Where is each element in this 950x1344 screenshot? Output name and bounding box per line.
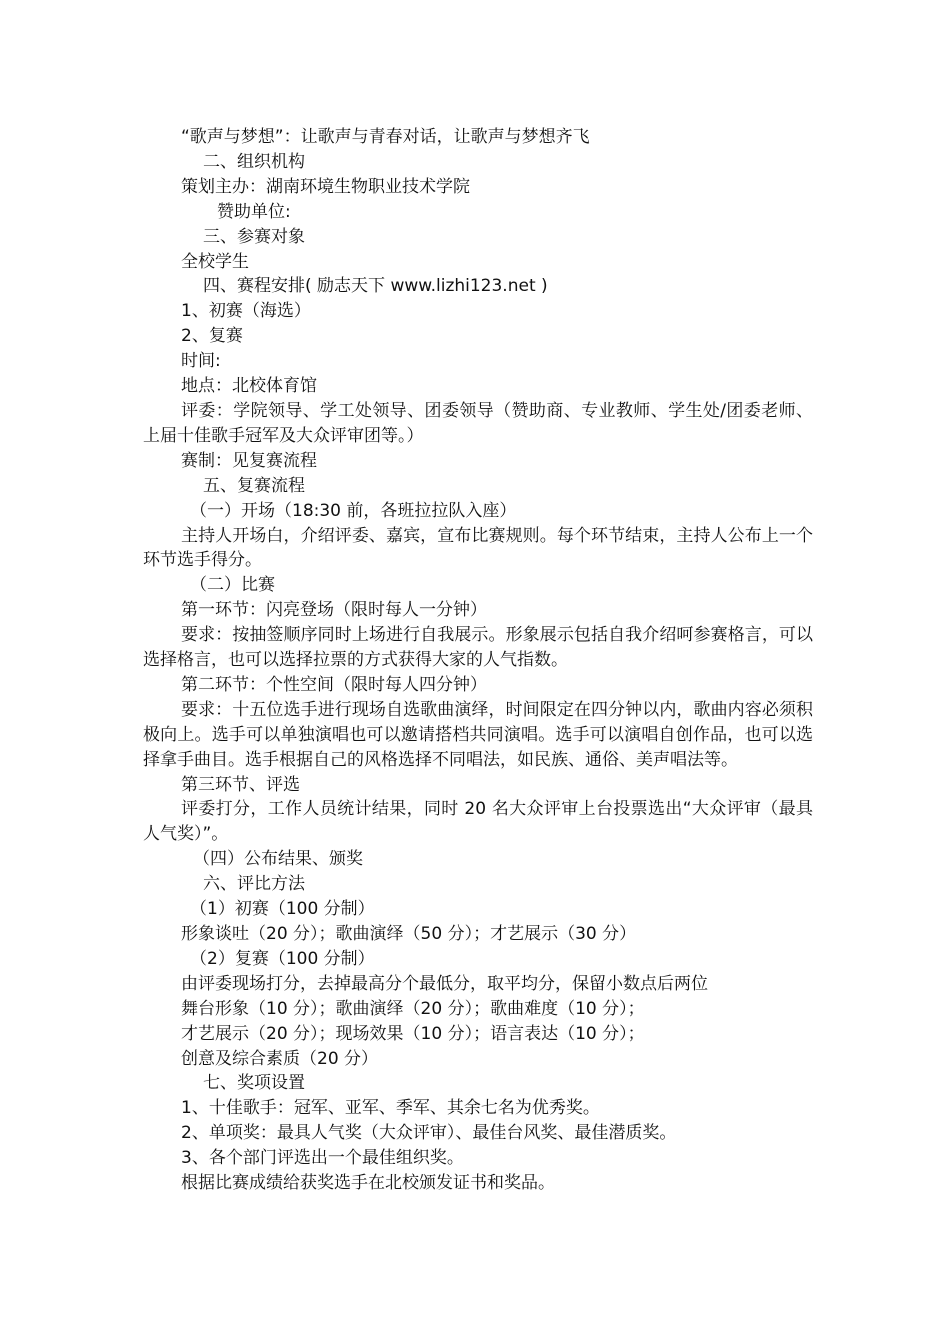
- section-heading-final-process: 五、复赛流程: [203, 475, 305, 496]
- section-heading-organization: 二、组织机构: [203, 151, 305, 172]
- stage1-heading: 第一环节：闪亮登场（限时每人一分钟）: [181, 600, 487, 621]
- section-heading-participants: 三、参赛对象: [203, 226, 305, 247]
- round2-line: 2、复赛: [181, 326, 243, 347]
- section-heading-scoring: 六、评比方法: [203, 874, 305, 895]
- part4-heading: （四）公布结果、颁奖: [193, 849, 363, 870]
- round1-line: 1、初赛（海选）: [181, 301, 311, 322]
- host-paragraph: 主持人开场白，介绍评委、嘉宾，宣布比赛规则。每个环节结束，主持人公布上一个环节选手得分。: [143, 525, 813, 571]
- judges-paragraph: 评委：学院领导、学工处领导、团委领导（赞助商、专业教师、学生处/团委老师、上届十佳歌手冠军及大众评审团等。）: [143, 400, 813, 446]
- award2-line: 2、单项奖：最具人气奖（大众评审）、最佳台风奖、最佳潜质奖。: [181, 1123, 677, 1144]
- method1-heading: （1）初赛（100 分制）: [190, 899, 375, 920]
- stage3-requirement: 评委打分，工作人员统计结果，同时 20 名大众评审上台投票选出“大众评审（最具人气奖）”。: [143, 799, 813, 845]
- part1-heading: （一）开场（18:30 前，各班拉拉队入座）: [190, 500, 517, 521]
- method2-heading: （2）复赛（100 分制）: [190, 948, 375, 969]
- stage2-requirement: 要求：十五位选手进行现场自选歌曲演绎，时间限定在四分钟以内，歌曲内容必须积极向上。选手可以单独演唱也可以邀请搭档共同演唱。选手可以演唱自创作品，也可以选择拿手曲目。选手根据自己的风格选择不同唱法，如民族、通俗、美声唱法等。: [143, 699, 813, 770]
- method2-criteria-a: 舞台形象（10 分）；歌曲演绎（20 分）；歌曲难度（10 分）；: [181, 998, 645, 1019]
- participants-line: 全校学生: [181, 251, 249, 272]
- stage3-heading: 第三环节、评选: [181, 774, 300, 795]
- venue-line: 地点：北校体育馆: [181, 376, 317, 397]
- stage1-requirement: 要求：按抽签顺序同时上场进行自我展示。形象展示包括自我介绍呵参赛格言，可以选择格言，也可以选择拉票的方式获得大家的人气指数。: [143, 625, 813, 671]
- organizer-line: 策划主办：湖南环境生物职业技术学院: [181, 176, 470, 197]
- document-body: [143, 125, 813, 1196]
- theme-line: “歌声与梦想”：让歌声与青春对话，让歌声与梦想齐飞: [181, 127, 590, 147]
- award1-line: 1、十佳歌手：冠军、亚军、季军、其余七名为优秀奖。: [181, 1098, 600, 1119]
- sponsor-line: 赞助单位:: [217, 201, 291, 222]
- section-heading-awards: 七、奖项设置: [203, 1073, 305, 1094]
- method2-criteria-b: 才艺展示（20 分）；现场效果（10 分）；语言表达（10 分）；: [181, 1023, 645, 1044]
- method2-rule: 由评委现场打分，去掉最高分个最低分，取平均分，保留小数点后两位: [181, 973, 708, 994]
- method1-detail: 形象谈吐（20 分）；歌曲演绎（50 分）；才艺展示（30 分）: [181, 924, 637, 944]
- stage2-heading: 第二环节：个性空间（限时每人四分钟）: [181, 674, 487, 695]
- time-line: 时间:: [181, 351, 221, 372]
- award3-line: 3、各个部门评选出一个最佳组织奖。: [181, 1148, 464, 1169]
- method2-criteria-c: 创意及综合素质（20 分）: [181, 1048, 379, 1069]
- part2-heading: （二）比赛: [190, 575, 275, 596]
- section-heading-schedule: 四、赛程安排( 励志天下 www.lizhi123.net ): [203, 276, 548, 297]
- closing-line: 根据比赛成绩给获奖选手在北校颁发证书和奖品。: [181, 1173, 555, 1194]
- format-line: 赛制：见复赛流程: [181, 450, 317, 471]
